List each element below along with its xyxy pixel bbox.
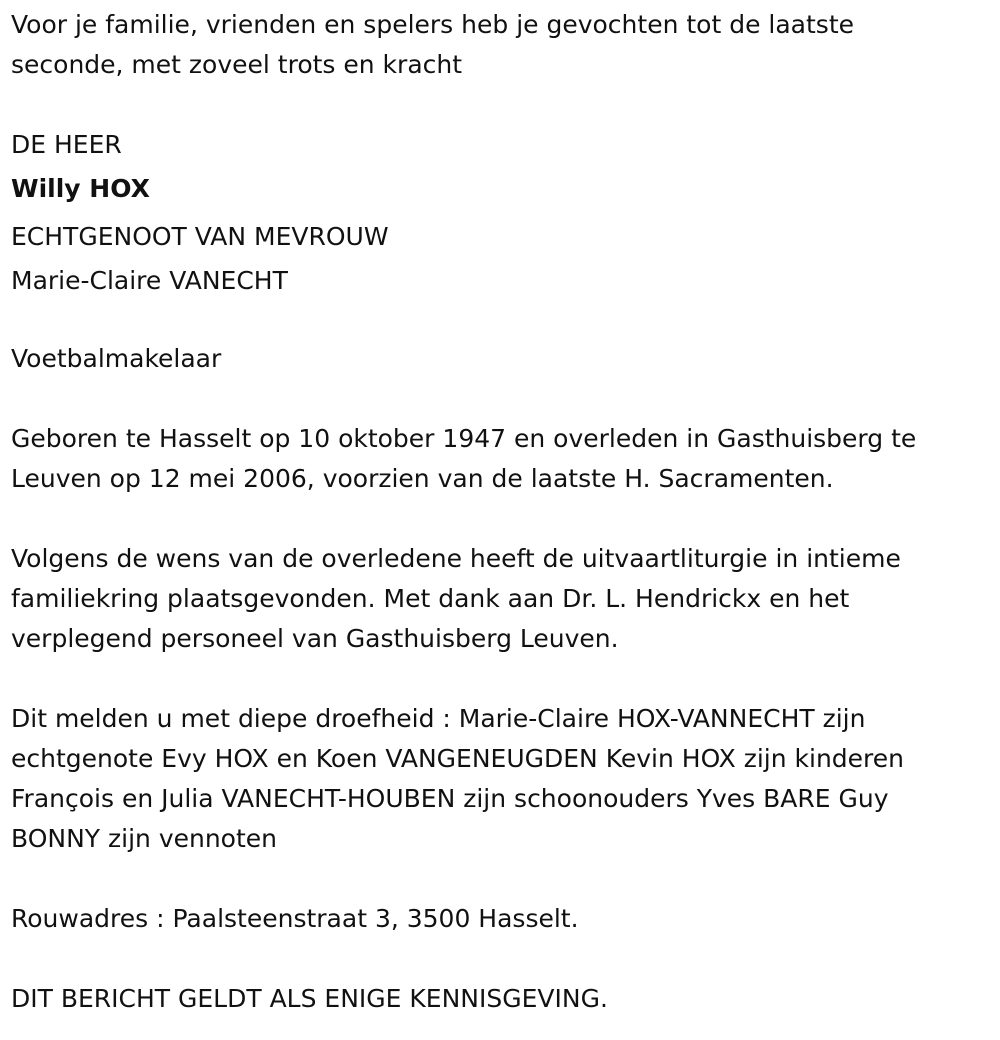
spacer: [11, 939, 989, 979]
profession: Voetbalmakelaar: [11, 344, 222, 373]
closing-notice: DIT BERICHT GELDT ALS ENIGE KENNISGEVING.: [11, 984, 608, 1013]
spacer: [11, 859, 989, 899]
spouse-label: ECHTGENOOT VAN MEVROUW: [11, 222, 389, 251]
spacer: [11, 379, 989, 419]
mourning-address: Rouwadres : Paalsteenstraat 3, 3500 Hasselt.: [11, 904, 579, 933]
deceased-name-block: [11, 125, 989, 305]
birth-death-paragraph: Geboren te Hasselt op 10 oktober 1947 en overleden in Gasthuisberg te Leuven op 12 mei 2006, voorzien van de laatste H. Sacramenten.: [11, 424, 917, 493]
spacer: [11, 305, 989, 339]
spacer: [11, 499, 989, 539]
spacer: [11, 659, 989, 699]
spacer: [11, 85, 989, 125]
honorific-title: DE HEER: [11, 130, 122, 159]
deceased-name: Willy HOX: [11, 174, 150, 203]
funeral-paragraph: Volgens de wens van de overledene heeft de uitvaartliturgie in intieme familiekring plaatsgevonden. Met dank aan Dr. L. Hendrickx en het verplegend personeel van Gasthuisberg Leuven.: [11, 544, 901, 653]
spouse-name: Marie-Claire VANECHT: [11, 266, 288, 295]
opening-quote: Voor je familie, vrienden en spelers heb je gevochten tot de laatste seconde, met zoveel trots en kracht: [11, 10, 855, 79]
announcement-paragraph: Dit melden u met diepe droefheid : Marie-Claire HOX-VANNECHT zijn echtgenote Evy HOX en Koen VANGENEUGDEN Kevin HOX zijn kinderen François en Julia VANECHT-HOUBEN zijn schoonouders Yves BARE Guy BONNY zijn vennoten: [11, 704, 904, 853]
